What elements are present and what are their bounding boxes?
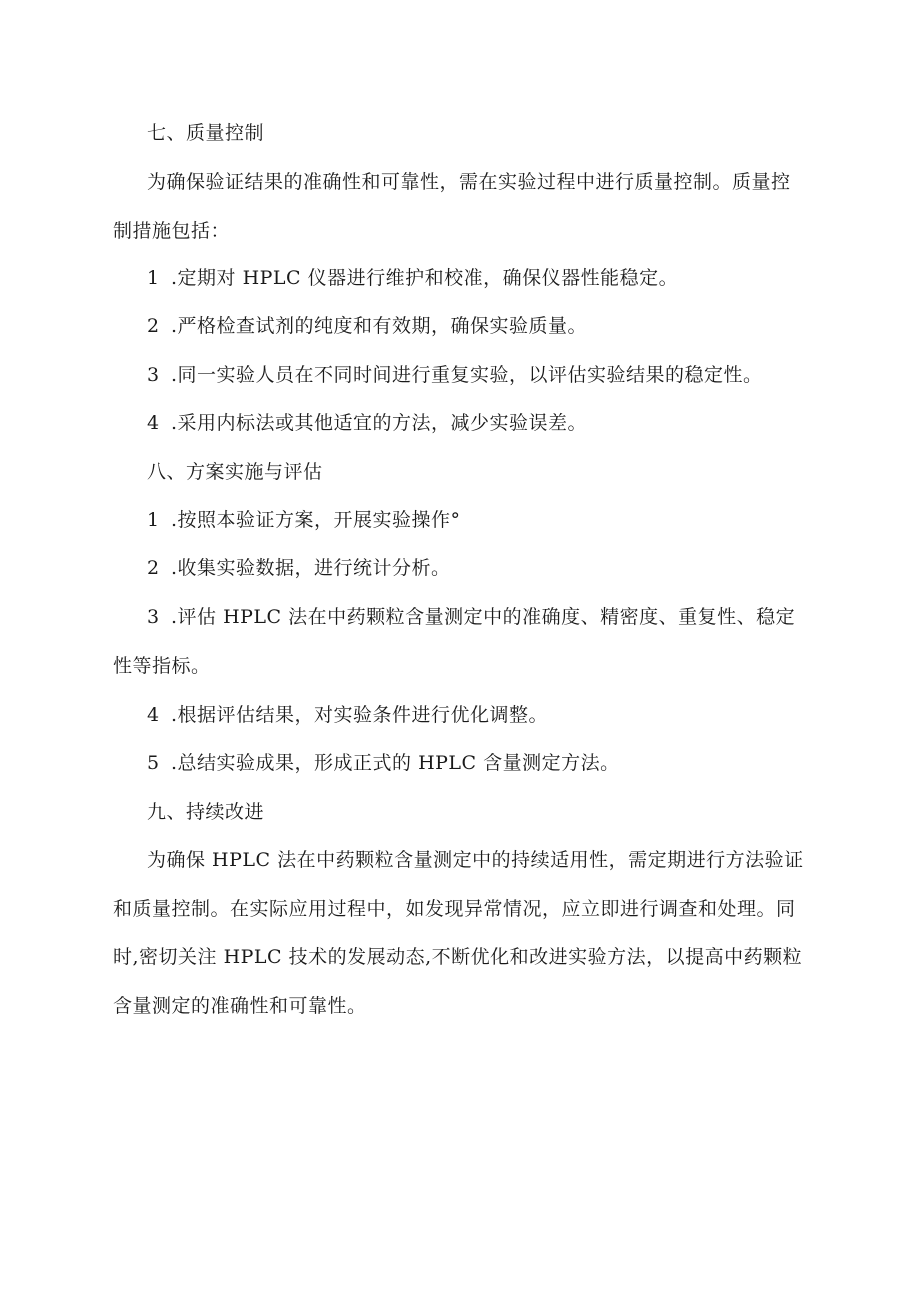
list-item bbox=[147, 363, 763, 387]
list-item-number: 3 bbox=[147, 606, 160, 628]
list-item bbox=[147, 411, 587, 435]
paragraph-line: 含量测定的准确性和可靠性。 bbox=[113, 995, 367, 1017]
list-item bbox=[147, 266, 678, 290]
paragraph-line: 为确保验证结果的准确性和可靠性，需在实验过程中进行质量控制。质量控 bbox=[147, 171, 791, 193]
list-item bbox=[147, 751, 620, 775]
paragraph-line: 为确保 HPLC 法在中药颗粒含量测定中的持续适用性，需定期进行方法验证 bbox=[147, 849, 804, 871]
list-item-text: .按照本验证方案，开展实验操作° bbox=[171, 509, 461, 531]
paragraph-line: 和质量控制。在实际应用过程中，如发现异常情况，应立即进行调查和处理。同 bbox=[113, 898, 796, 920]
list-item-text: .同一实验人员在不同时间进行重复实验，以评估实验结果的稳定性。 bbox=[171, 364, 763, 386]
list-item bbox=[147, 703, 548, 727]
section-heading-quality-control: 七、质量控制 bbox=[147, 122, 265, 144]
section-heading-implementation: 八、方案实施与评估 bbox=[147, 461, 323, 483]
list-item-number: 4 bbox=[147, 704, 160, 726]
list-item bbox=[147, 508, 461, 532]
list-item-number: 4 bbox=[147, 412, 160, 434]
list-item-number: 2 bbox=[147, 557, 160, 579]
list-item-continuation: 性等指标。 bbox=[113, 655, 211, 677]
list-item bbox=[147, 314, 587, 338]
list-item bbox=[147, 605, 795, 629]
paragraph-line: 制措施包括： bbox=[113, 220, 231, 242]
list-item-number: 5 bbox=[147, 752, 160, 774]
list-item-text: .采用内标法或其他适宜的方法，减少实验误差。 bbox=[171, 412, 588, 434]
section-heading-continuous-improvement: 九、持续改进 bbox=[147, 801, 265, 823]
list-item-text: .评估 HPLC 法在中药颗粒含量测定中的准确度、精密度、重复性、稳定 bbox=[171, 606, 796, 628]
list-item-text: .定期对 HPLC 仪器进行维护和校准，确保仪器性能稳定。 bbox=[171, 267, 679, 289]
list-item-text: .根据评估结果，对实验条件进行优化调整。 bbox=[171, 704, 549, 726]
list-item-text: .收集实验数据，进行统计分析。 bbox=[171, 557, 451, 579]
paragraph-line: 时,密切关注 HPLC 技术的发展动态,不断优化和改进实验方法，以提高中药颗粒 bbox=[113, 946, 803, 968]
list-item-text: .总结实验成果，形成正式的 HPLC 含量测定方法。 bbox=[171, 752, 620, 774]
list-item-text: .严格检查试剂的纯度和有效期，确保实验质量。 bbox=[171, 315, 588, 337]
list-item-number: 3 bbox=[147, 364, 160, 386]
list-item bbox=[147, 556, 451, 580]
list-item-number: 2 bbox=[147, 315, 160, 337]
list-item-number: 1 bbox=[147, 267, 160, 289]
list-item-number: 1 bbox=[147, 509, 160, 531]
